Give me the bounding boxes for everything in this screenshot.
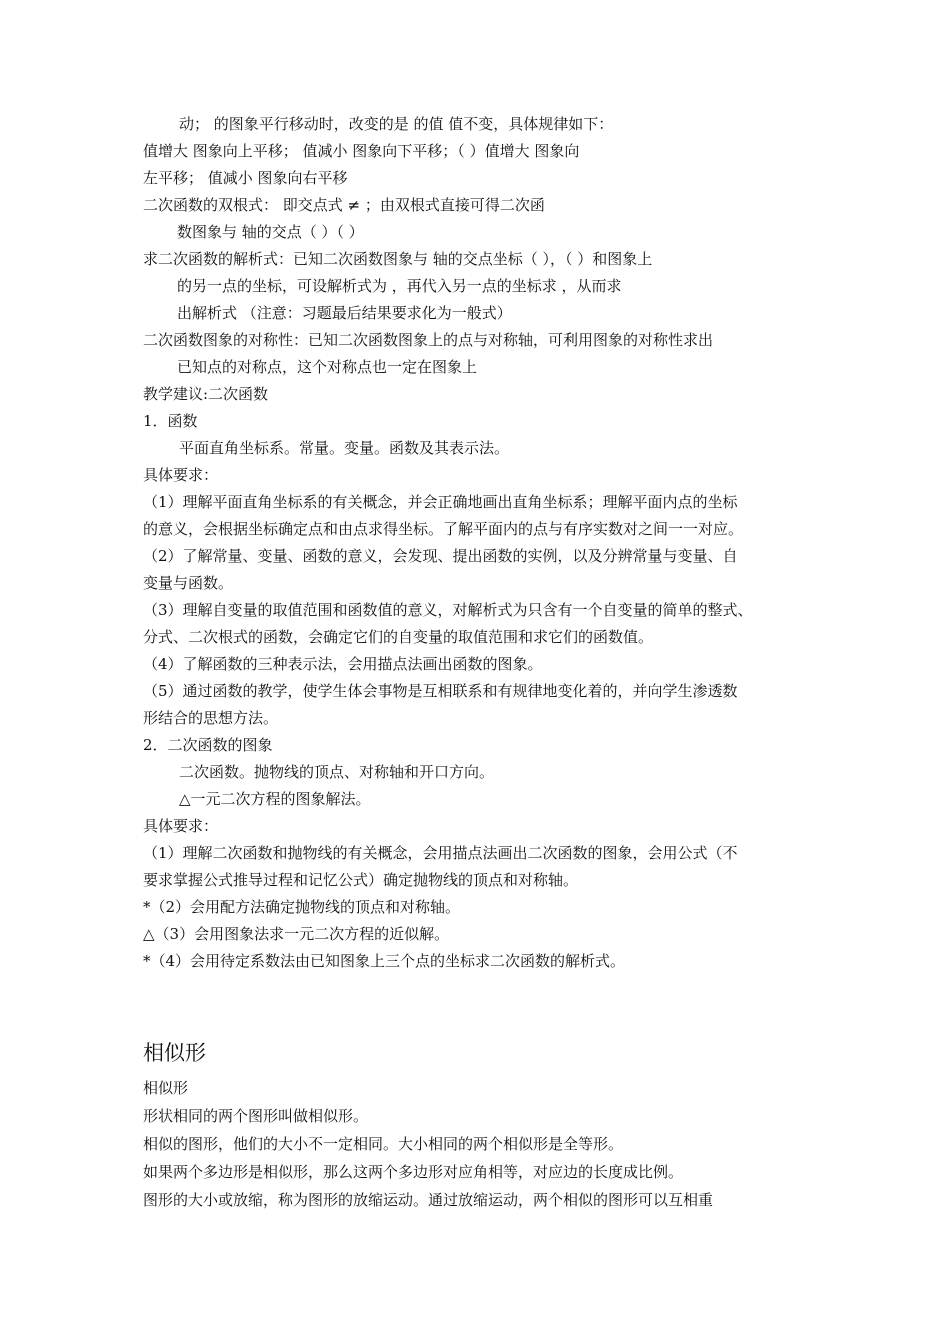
requirement-line: （5）通过函数的教学，使学生体会事物是互相联系和有规律地变化着的，并向学生渗透数 (143, 682, 738, 700)
text-line: 二次函数。抛物线的顶点、对称轴和开口方向。 (179, 763, 495, 781)
subsection-title: 1．函数 (143, 412, 198, 430)
requirements-label: 具体要求： (143, 817, 219, 835)
requirement-line: （1）理解平面直角坐标系的有关概念，并会正确地画出直角坐标系；理解平面内点的坐标 (143, 493, 738, 511)
requirement-line: （2）了解常量、变量、函数的意义，会发现、提出函数的实例，以及分辨常量与变量、自 (143, 547, 738, 565)
text-line: 相似的图形，他们的大小不一定相同。大小相同的两个相似形是全等形。 (143, 1135, 624, 1153)
text-line: 相似形 (143, 1079, 189, 1097)
requirement-line: 分式、二次根式的函数，会确定它们的自变量的取值范围和求它们的函数值。 (143, 628, 654, 646)
requirement-line: 的意义，会根据坐标确定点和由点求得坐标。了解平面内的点与有序实数对之间一一对应。 (143, 520, 744, 538)
requirement-line: （3）理解自变量的取值范围和函数值的意义，对解析式为只含有一个自变量的简单的整式、 (143, 601, 753, 619)
requirement-line: 要求掌握公式推导过程和记忆公式）确定抛物线的顶点和对称轴。 (143, 871, 579, 889)
text-line: 平面直角坐标系。常量。变量。函数及其表示法。 (179, 439, 510, 457)
section-heading: 教学建议:二次函数 (143, 385, 269, 403)
requirements-label: 具体要求： (143, 466, 219, 484)
text-line: 二次函数图象的对称性：已知二次函数图象上的点与对称轴，可利用图象的对称性求出 (143, 331, 714, 349)
text-line: 出解析式 （注意：习题最后结果要求化为一般式） (177, 304, 512, 322)
spacer (143, 977, 813, 1003)
text-line: 求二次函数的解析式：已知二次函数图象与 轴的交点坐标（ ），（ ）和图象上 (143, 250, 653, 268)
requirement-line: △（3）会用图象法求一元二次方程的近似解。 (143, 925, 450, 943)
text-line: 图形的大小或放缩，称为图形的放缩运动。通过放缩运动，两个相似的图形可以互相重 (143, 1191, 714, 1209)
text-line: 的另一点的坐标，可设解析式为 ，再代入另一点的坐标求 ，从而求 (177, 277, 622, 295)
section-title: 相似形 (143, 1041, 206, 1065)
teaching-advice (143, 383, 813, 977)
text-line: 已知点的对称点，这个对称点也一定在图象上 (177, 358, 478, 376)
text-line: 二次函数的双根式： 即交点式 ≠ ；由双根式直接可得二次函 (143, 196, 545, 214)
text-line: △一元二次方程的图象解法。 (179, 790, 371, 808)
subsection-title: 2．二次函数的图象 (143, 736, 273, 754)
text-line: 值增大 图象向上平移； 值减小 图象向下平移；（ ）值增大 图象向 (143, 142, 580, 160)
document-page (143, 113, 813, 1217)
spacer (143, 1003, 813, 1029)
text-line: 动； 的图象平行移动时，改变的是 的值 值不变，具体规律如下： (179, 115, 614, 133)
requirement-line: *（4）会用待定系数法由已知图象上三个点的坐标求二次函数的解析式。 (143, 952, 626, 970)
text-line: 形状相同的两个图形叫做相似形。 (143, 1107, 369, 1125)
requirement-line: 形结合的思想方法。 (143, 709, 279, 727)
text-line: 数图象与 轴的交点（ ）（ ） (177, 223, 364, 241)
requirement-line: *（2）会用配方法确定抛物线的顶点和对称轴。 (143, 898, 461, 916)
text-line: 左平移； 值减小 图象向右平移 (143, 169, 348, 187)
top-section (143, 113, 813, 383)
similar-figures-section (143, 1029, 813, 1217)
requirement-line: （1）理解二次函数和抛物线的有关概念，会用描点法画出二次函数的图象，会用公式（不 (143, 844, 738, 862)
requirement-line: 变量与函数。 (143, 574, 234, 592)
requirement-line: （4）了解函数的三种表示法，会用描点法画出函数的图象。 (143, 655, 543, 673)
text-line: 如果两个多边形是相似形，那么这两个多边形对应角相等，对应边的长度成比例。 (143, 1163, 684, 1181)
